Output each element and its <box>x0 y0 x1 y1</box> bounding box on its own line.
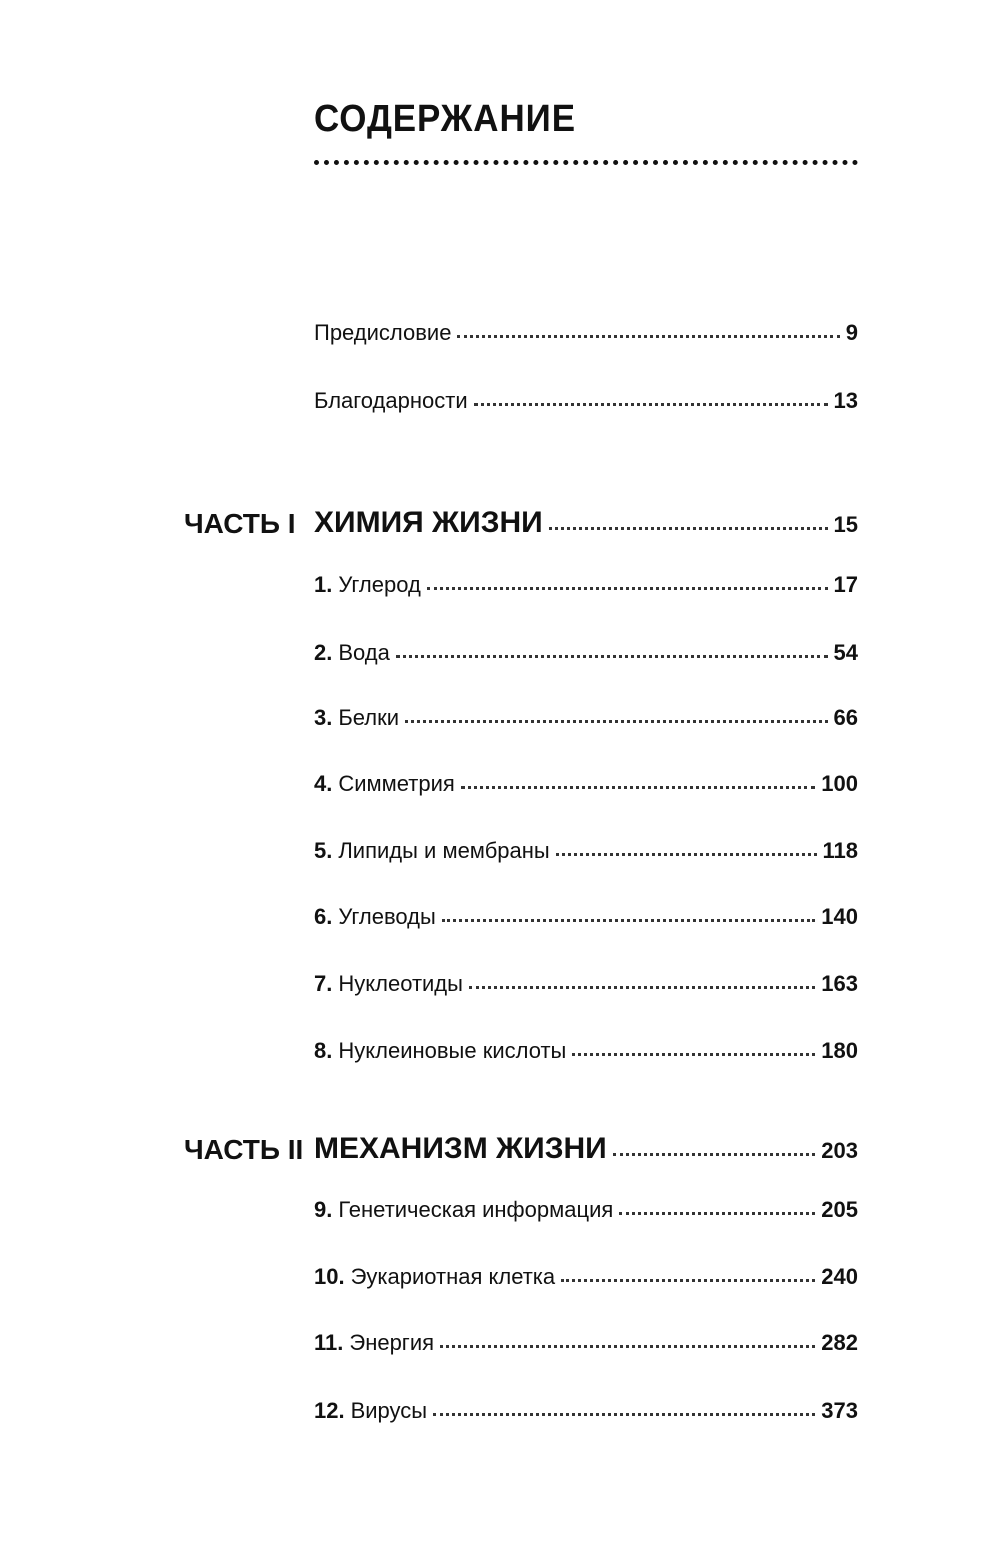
toc-part-1[interactable] <box>314 506 858 540</box>
chapter-title: Углерод <box>338 572 421 597</box>
dot-leader <box>433 1412 815 1416</box>
chapter-title: Симметрия <box>338 771 455 796</box>
dot-leader <box>442 918 815 922</box>
entry-page: 9 <box>845 320 858 345</box>
part-label: ЧАСТЬ II <box>184 1134 304 1165</box>
part-title: ХИМИЯ ЖИЗНИ <box>314 506 543 539</box>
entry-page: 118 <box>822 838 858 863</box>
chapter-title: Вода <box>338 640 390 665</box>
chapter-title: Липиды и мембраны <box>338 838 550 863</box>
toc-chapter[interactable] <box>314 640 858 666</box>
toc-part-2[interactable] <box>314 1132 858 1166</box>
toc-chapter[interactable] <box>314 1398 858 1424</box>
entry-page: 13 <box>833 388 858 413</box>
entry-page: 240 <box>821 1264 858 1289</box>
toc-chapter[interactable] <box>314 1264 858 1290</box>
toc-chapter[interactable] <box>314 705 858 731</box>
entry-page: 203 <box>821 1138 858 1163</box>
chapter-title: Вирусы <box>350 1398 428 1423</box>
chapter-title: Генетическая информация <box>338 1197 614 1222</box>
dot-leader <box>613 1152 816 1156</box>
entry-page: 100 <box>821 771 858 796</box>
entry-page: 17 <box>833 572 858 597</box>
dot-leader <box>619 1211 815 1215</box>
entry-page: 66 <box>833 705 858 730</box>
entry-page: 205 <box>821 1197 858 1222</box>
dot-leader <box>572 1052 815 1056</box>
page-title: СОДЕРЖАНИЕ <box>314 98 576 140</box>
dot-leader <box>469 985 815 989</box>
dot-leader <box>396 654 828 658</box>
part-title: МЕХАНИЗМ ЖИЗНИ <box>314 1132 607 1165</box>
dot-leader <box>556 852 817 856</box>
chapter-title: Углеводы <box>338 904 436 929</box>
dot-leader <box>427 586 828 590</box>
title-dotted-rule <box>314 160 858 165</box>
toc-chapter[interactable] <box>314 1197 858 1223</box>
toc-chapter[interactable] <box>314 1038 858 1064</box>
entry-page: 15 <box>833 512 858 537</box>
dot-leader <box>561 1278 815 1282</box>
entry-page: 282 <box>821 1330 858 1355</box>
dot-leader <box>474 402 828 406</box>
part-label: ЧАСТЬ I <box>184 508 296 539</box>
chapter-title: Энергия <box>349 1330 435 1355</box>
chapter-number: 9. <box>314 1197 333 1222</box>
chapter-number: 6. <box>314 904 333 929</box>
chapter-number: 4. <box>314 771 333 796</box>
chapter-number: 3. <box>314 705 333 730</box>
entry-label: Предисловие <box>314 320 452 345</box>
chapter-number: 1. <box>314 572 333 597</box>
entry-page: 163 <box>821 971 858 996</box>
toc-entry-acknowledgements[interactable] <box>314 388 858 414</box>
dot-leader <box>461 785 815 789</box>
chapter-title: Эукариотная клетка <box>350 1264 556 1289</box>
entry-page: 373 <box>821 1398 858 1423</box>
chapter-number: 11. <box>314 1330 344 1355</box>
chapter-number: 5. <box>314 838 333 863</box>
toc-entry-preface[interactable] <box>314 320 858 346</box>
chapter-number: 8. <box>314 1038 333 1063</box>
toc-chapter[interactable] <box>314 971 858 997</box>
chapter-number: 12. <box>314 1398 345 1423</box>
dot-leader <box>405 719 827 723</box>
toc-chapter[interactable] <box>314 838 858 864</box>
chapter-title: Белки <box>338 705 400 730</box>
chapter-number: 10. <box>314 1264 345 1289</box>
entry-page: 54 <box>833 640 858 665</box>
entry-label: Благодарности <box>314 388 468 413</box>
entry-page: 180 <box>821 1038 858 1063</box>
toc-chapter[interactable] <box>314 904 858 930</box>
toc-chapter[interactable] <box>314 771 858 797</box>
chapter-number: 7. <box>314 971 333 996</box>
toc-chapter[interactable] <box>314 1330 858 1356</box>
chapter-number: 2. <box>314 640 333 665</box>
dot-leader <box>457 334 839 338</box>
toc-chapter[interactable] <box>314 572 858 598</box>
entry-page: 140 <box>821 904 858 929</box>
chapter-title: Нуклеотиды <box>338 971 463 996</box>
chapter-title: Нуклеиновые кислоты <box>338 1038 567 1063</box>
dot-leader <box>440 1344 815 1348</box>
dot-leader <box>549 526 828 530</box>
